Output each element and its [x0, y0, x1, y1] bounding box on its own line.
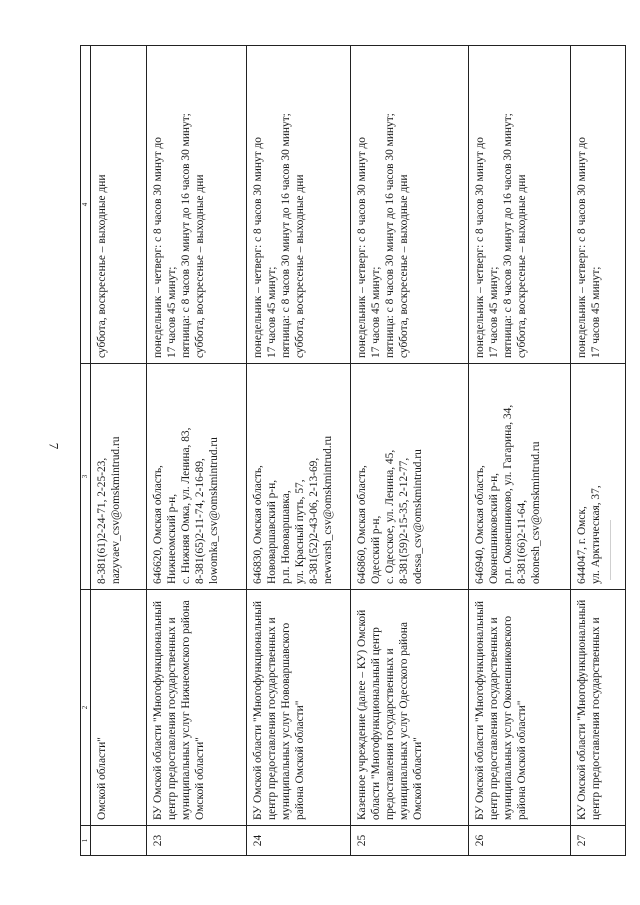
organization-name-line: КУ Омской области "Многофункциональный — [576, 599, 588, 820]
rotated-page-content — [80, 46, 615, 856]
working-hours-line: суббота, воскресенье – выходные дни — [293, 174, 306, 358]
working-hours-line: пятница: с 8 часов 30 минут до 16 часов 30 минут; — [179, 113, 192, 358]
organization-name-line: муниципальных услуг Одесского района — [397, 622, 410, 820]
address-contacts-line: Нижнеомский р-н, — [165, 493, 178, 584]
table-row — [91, 46, 147, 856]
working-hours-line: понедельник – четверг: с 8 часов 30 минут до — [252, 136, 264, 358]
page-number: 7 — [46, 442, 62, 450]
address-contacts-line: lowomka_csv@omskmintrud.ru — [207, 437, 220, 584]
working-hours-line: 17 часов 45 минут; — [487, 266, 500, 358]
organization-name-cell — [147, 590, 247, 826]
working-hours-cell — [147, 46, 247, 364]
organization-name-line: центр предоставления государственных и — [589, 617, 602, 820]
organization-name-line: муниципальных услуг Оконешниковского — [501, 615, 514, 820]
row-number: 24 — [247, 826, 351, 856]
working-hours-line: понедельник – четверг: с 8 часов 30 минут до — [152, 136, 164, 358]
row-number: 23 — [147, 826, 247, 856]
address-contacts-line: Одесский р-н, — [369, 515, 382, 584]
organization-name-line: Казенное учреждение (далее – КУ) Омской — [356, 609, 368, 820]
offices-table — [80, 45, 626, 856]
organization-name-line: муниципальных услуг Нижнеомского района — [179, 600, 192, 820]
address-contacts-line: ул. Арктическая, 37, — [589, 485, 602, 584]
working-hours-line: 17 часов 45 минут; — [265, 266, 278, 358]
working-hours-cell — [469, 46, 571, 364]
organization-name-line: района Омской области" — [293, 700, 306, 820]
organization-name-line: БУ Омской области "Многофункциональный — [252, 601, 264, 820]
column-number: 1 — [81, 826, 91, 856]
working-hours-line: 17 часов 45 минут; — [369, 266, 382, 358]
organization-name-line: области "Многофункциональный центр — [369, 627, 382, 820]
working-hours-line: суббота, воскресенье – выходные дни — [397, 174, 410, 358]
organization-name-line: района Омской области" — [515, 700, 528, 820]
working-hours-line: понедельник – четверг: с 8 часов 30 минут до — [576, 136, 588, 358]
organization-name-cell — [469, 590, 571, 826]
working-hours-line: пятница: с 8 часов 30 минут до 16 часов 30 минут; — [279, 113, 292, 358]
address-contacts-line: newvarsh_csv@omskmintrud.ru — [321, 435, 334, 584]
address-contacts-cell — [247, 364, 351, 590]
working-hours-cell — [351, 46, 469, 364]
address-contacts-line: 644047, г. Омск, — [576, 506, 588, 584]
organization-name-line: Омской области" — [193, 737, 206, 820]
address-contacts-line: 8-381(65)2-11-74, 2-16-89, — [193, 458, 206, 584]
address-contacts-line: odessa_csv@omskmintrud.ru — [411, 449, 424, 584]
column-number: 4 — [81, 46, 91, 364]
organization-name-line: БУ Омской области "Многофункциональный — [152, 601, 164, 820]
organization-name-line: Омской области" — [96, 737, 108, 820]
working-hours-line: понедельник – четверг: с 8 часов 30 минут до — [474, 136, 486, 358]
working-hours-cell — [571, 46, 626, 364]
address-contacts-line: Оконешниковский р-н, — [487, 472, 500, 584]
organization-name-cell — [571, 590, 626, 826]
address-contacts-line: 646940, Омская область, — [474, 465, 486, 584]
address-contacts-cell — [571, 364, 626, 590]
address-contacts-line: 8-381(52)2-43-06, 2-13-69, — [307, 457, 320, 584]
organization-name-line: БУ Омской области "Многофункциональный — [474, 601, 486, 820]
organization-name-cell — [247, 590, 351, 826]
working-hours-cell — [91, 46, 147, 364]
table-row — [571, 46, 626, 856]
address-contacts-line: 8-381(61)2-24-71, 2-25-23, — [96, 457, 108, 584]
table-body — [81, 46, 626, 856]
table-row — [247, 46, 351, 856]
address-contacts-line: с. Нижняя Омка, ул. Ленина, 83, — [179, 427, 192, 584]
table-row — [147, 46, 247, 856]
working-hours-line: 17 часов 45 минут; — [589, 266, 602, 358]
working-hours-line: пятница: с 8 часов 30 минут до 16 часов 30 минут; — [383, 113, 396, 358]
row-number: 26 — [469, 826, 571, 856]
organization-name-cell — [91, 590, 147, 826]
organization-name-line: предоставления государственных и — [383, 648, 396, 820]
row-number — [91, 826, 147, 856]
address-contacts-line: Нововаршавский р-н, — [265, 479, 278, 584]
address-contacts-cell — [469, 364, 571, 590]
address-contacts-line: ул. Красный путь, 57, — [293, 479, 306, 584]
column-number: 2 — [81, 590, 91, 826]
address-contacts-line: okonesh_csv@omskmintrud.ru — [529, 441, 542, 584]
organization-name-line: центр предоставления государственных и — [265, 617, 278, 820]
organization-name-line: центр предоставления государственных и — [487, 617, 500, 820]
address-contacts-line: р.п. Нововаршавка, — [279, 490, 292, 584]
working-hours-cell — [247, 46, 351, 364]
organization-name-cell — [351, 590, 469, 826]
column-number-row — [81, 46, 91, 856]
organization-name-line: Омской области" — [411, 737, 424, 820]
row-number: 27 — [571, 826, 626, 856]
address-contacts-line: 646620, Омская область, — [152, 465, 164, 584]
address-contacts-cell — [91, 364, 147, 590]
scan-artifact — [610, 520, 611, 580]
organization-name-line: муниципальных услуг Нововаршавского — [279, 622, 292, 820]
working-hours-line: пятница: с 8 часов 30 минут до 16 часов 30 минут; — [501, 113, 514, 358]
address-contacts-line: nazyvaev_csv@omskmintrud.ru — [109, 436, 122, 584]
address-contacts-line: 646860, Омская область, — [356, 465, 368, 584]
address-contacts-line: р.п. Оконешниково, ул. Гагарина, 34, — [501, 404, 514, 584]
address-contacts-line: 646830, Омская область, — [252, 465, 264, 584]
address-contacts-cell — [351, 364, 469, 590]
organization-name-line: центр предоставления государственных и — [165, 617, 178, 820]
address-contacts-cell — [147, 364, 247, 590]
column-number: 3 — [81, 364, 91, 590]
address-contacts-line: с. Одесское, ул. Ленина, 45, — [383, 449, 396, 584]
working-hours-line: 17 часов 45 минут; — [165, 266, 178, 358]
table-row — [351, 46, 469, 856]
table-row — [469, 46, 571, 856]
working-hours-line: понедельник – четверг: с 8 часов 30 минут до — [356, 136, 368, 358]
row-number: 25 — [351, 826, 469, 856]
address-contacts-line: 8-381(66)2-11-64, — [515, 499, 528, 584]
working-hours-line: суббота, воскресенье – выходные дни — [193, 174, 206, 358]
working-hours-line: суббота, воскресенье – выходные дни — [96, 174, 108, 358]
address-contacts-line: 8-381(59)2-15-35, 2-12-77, — [397, 457, 410, 584]
working-hours-line: суббота, воскресенье – выходные дни — [515, 174, 528, 358]
